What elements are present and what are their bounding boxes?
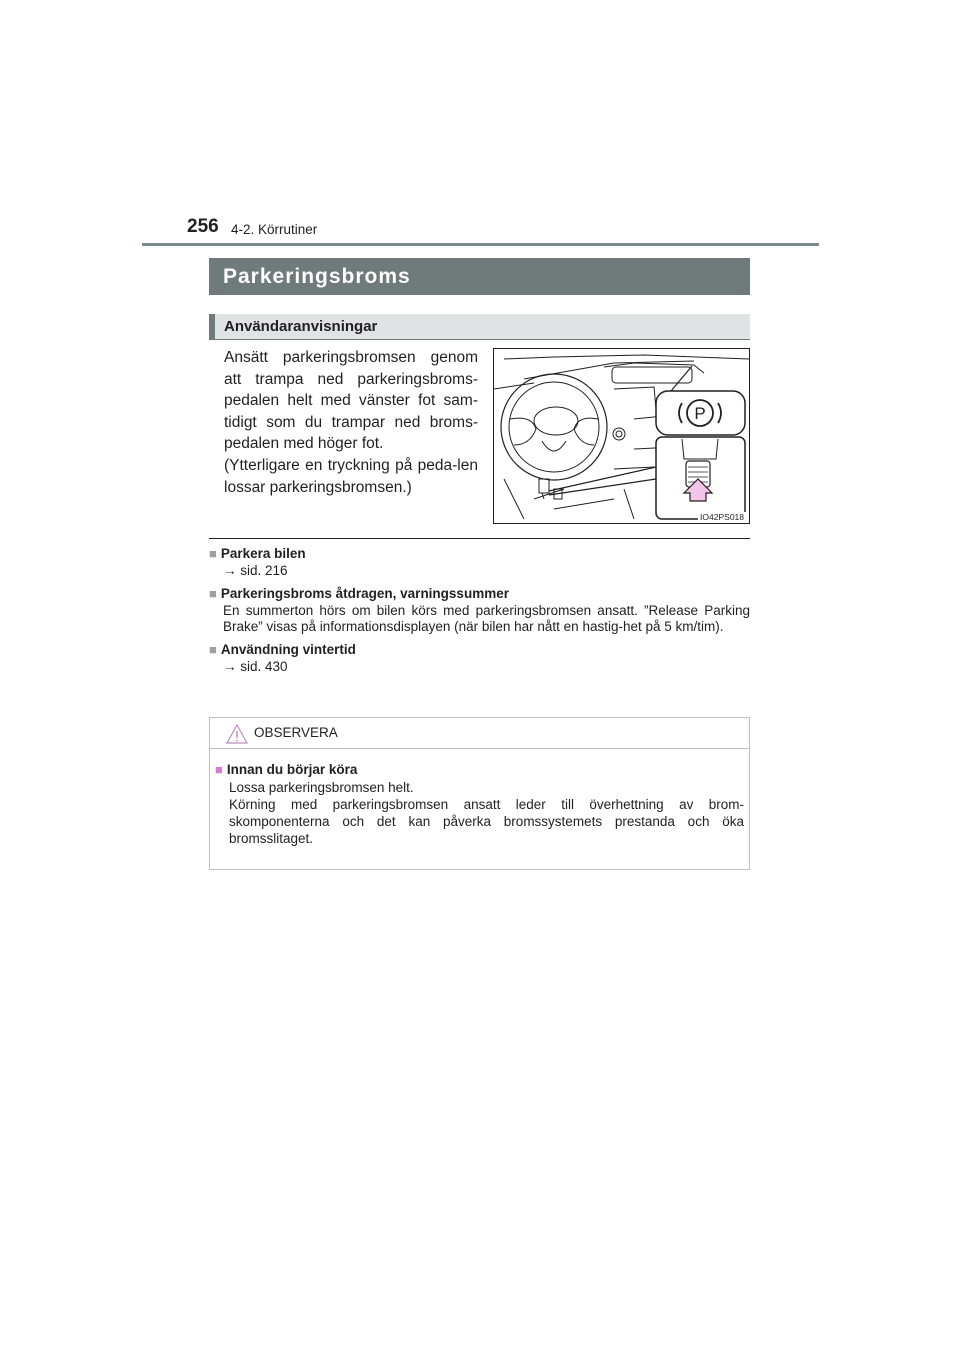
- park-indicator-letter: P: [694, 404, 706, 423]
- square-bullet-icon: ■: [209, 641, 217, 657]
- caution-line-2: Körning med parkeringsbromsen ansatt leder till överhettning av brom-skomponenterna och det kan påverka bromssystemets prestanda och öka bromsslitaget.: [229, 797, 744, 846]
- square-bullet-icon: ■: [209, 546, 217, 561]
- square-bullet-icon: ■: [209, 585, 217, 601]
- page-number: 256: [187, 216, 219, 237]
- note-title: ■ Parkeringsbroms åtdragen, varningssummer: [209, 585, 509, 601]
- warning-triangle-icon: [226, 724, 248, 744]
- caution-line-1: Lossa parkeringsbromsen helt.: [229, 780, 414, 795]
- note-body: → sid. 216: [223, 563, 288, 578]
- parking-brake-illustration: [493, 348, 750, 524]
- note-title: ■ Användning vintertid: [209, 641, 356, 657]
- section-divider: [209, 538, 750, 539]
- caution-title: ■ Innan du börjar köra: [215, 762, 358, 777]
- intro-paragraph-2: (Ytterligare en tryckning på peda-len lossar parkeringsbromsen.): [224, 456, 478, 496]
- intro-paragraph-1: Ansätt parkeringsbromsen genom att trampa ned parkeringsbroms-pedalen helt med vänster fot sam-tidigt som du trampar ned broms-pedalen med höger fot.: [224, 349, 478, 453]
- header-rule: [142, 243, 819, 246]
- chapter-title: 4-2. Körrutiner: [231, 222, 318, 237]
- caution-header: [210, 718, 749, 749]
- caution-text: [215, 779, 744, 847]
- caution-body: [210, 749, 749, 847]
- section-title: Parkeringsbroms: [209, 258, 750, 295]
- dashboard-drawing: [494, 349, 749, 523]
- caution-label: OBSERVERA: [254, 725, 338, 740]
- figure-code: IO42PS018: [700, 512, 744, 522]
- note-parking: [209, 545, 750, 580]
- notes-list: [209, 545, 750, 680]
- note-warning-buzzer: [209, 585, 750, 636]
- note-winter-use: [209, 641, 750, 676]
- subsection-title: Användaranvisningar: [209, 314, 750, 340]
- intro-text: [224, 347, 478, 498]
- note-title: ■ Parkera bilen: [209, 546, 306, 561]
- note-body: → sid. 430: [223, 658, 288, 674]
- note-body: En summerton hörs om bilen körs med parkeringsbromsen ansatt. ”Release Parking Brake” visas på informationsdisplayen (när bilen har nått en hastig-het på 5 km/tim).: [223, 602, 750, 634]
- caution-box: [209, 717, 750, 870]
- square-bullet-icon: ■: [215, 762, 223, 777]
